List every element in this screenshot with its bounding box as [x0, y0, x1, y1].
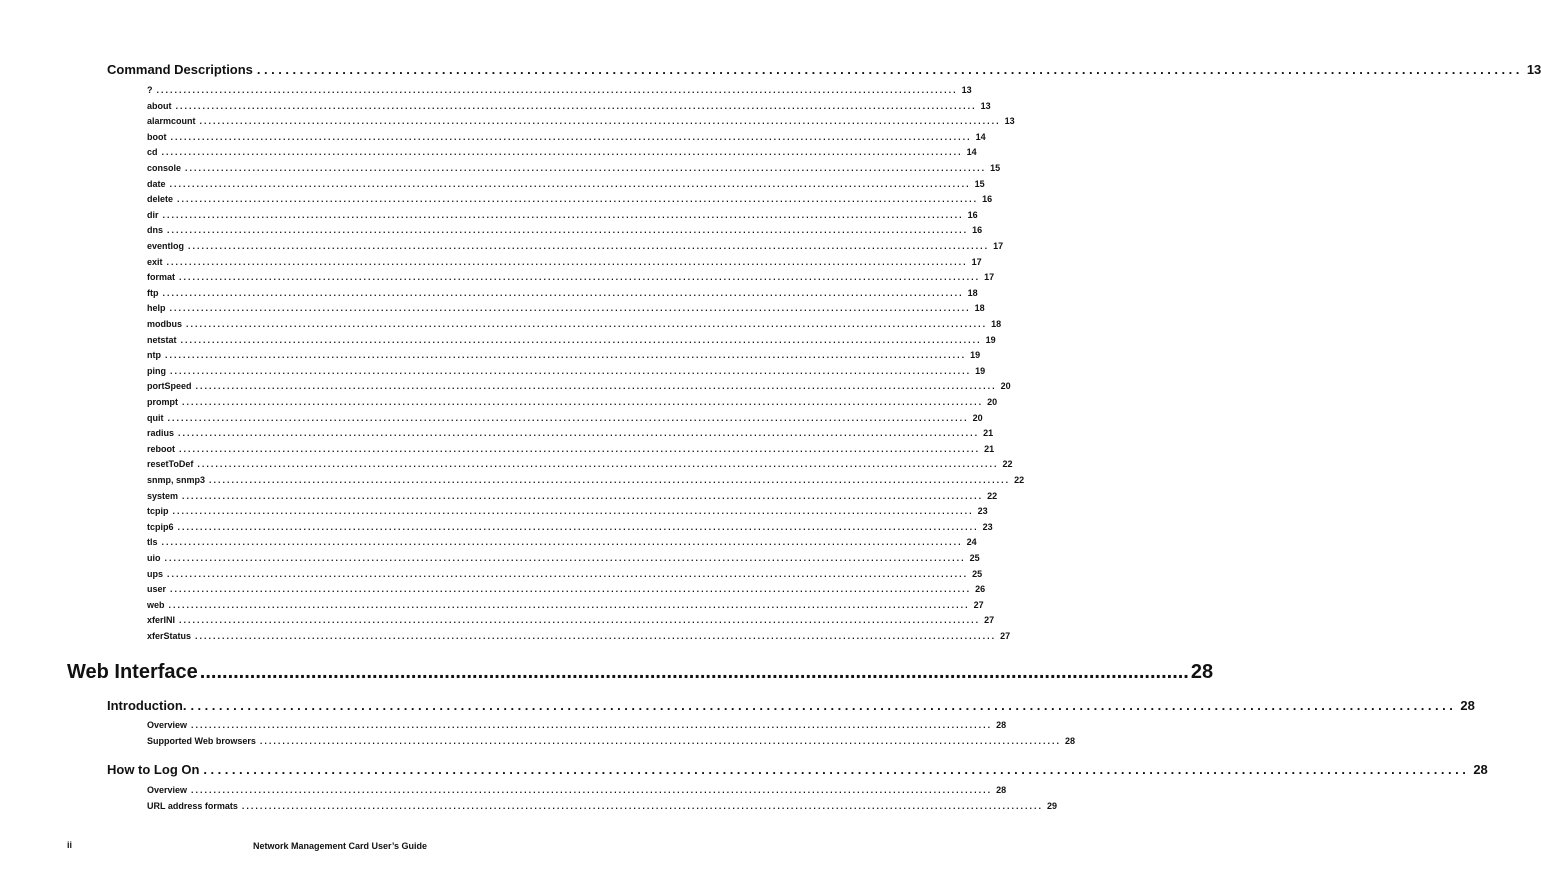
toc-leader: ..................................................................................................................................................................................	[167, 225, 969, 236]
toc-page-number: 25	[969, 553, 980, 563]
toc-entry-tls[interactable]	[147, 537, 977, 550]
toc-entry-radius[interactable]	[147, 428, 994, 441]
toc-leader: ..................................................................................................................................................................................	[179, 272, 981, 283]
toc-leader: ..................................................................................................................................................................................	[199, 661, 1189, 683]
toc-page-number: 17	[971, 256, 982, 267]
toc-entry-label: tcpip6	[147, 521, 174, 532]
toc-entry-system[interactable]	[147, 490, 998, 504]
toc-entry-supported-web-browsers[interactable]	[147, 736, 1075, 749]
toc-entry-dir[interactable]	[147, 209, 978, 223]
toc-entry-label: netstat	[147, 334, 177, 345]
toc-entry-about[interactable]	[147, 100, 991, 114]
toc-entry-label: modbus	[147, 319, 182, 329]
toc-leader: ..................................................................................................................................................................................	[186, 319, 988, 329]
toc-entry-label: URL address formats	[147, 801, 238, 811]
toc-page-number: 15	[990, 163, 1001, 173]
toc-leader: ..................................................................................................................................................................................	[177, 194, 979, 205]
toc-page-number: 13	[961, 85, 972, 95]
toc-leader: ..................................................................................................................................................................................	[197, 459, 999, 470]
toc-entry-user[interactable]	[147, 584, 986, 597]
toc-page-number: 22	[1002, 459, 1013, 470]
toc-page-number: 18	[991, 319, 1002, 329]
toc-leader: ..................................................................................................................................................................................	[199, 116, 1001, 127]
toc-leader: ..................................................................................................................................................................................	[167, 412, 969, 423]
toc-leader: ..................................................................................................................................................................................	[259, 736, 1061, 746]
toc-entry-label: dir	[147, 209, 159, 220]
toc-leader: ..................................................................................................................................................................................	[161, 147, 963, 158]
toc-leader: ..................................................................................................................................................................................	[175, 100, 977, 111]
toc-entry-dns[interactable]	[147, 225, 983, 238]
toc-entry-label: ping	[147, 365, 166, 376]
toc-page-number: 20	[1000, 381, 1011, 392]
toc-page-number: 19	[975, 365, 986, 376]
toc-leader: ..................................................................................................................................................................................	[182, 490, 984, 501]
toc-entry-ups[interactable]	[147, 568, 983, 582]
toc-entry-label: exit	[147, 256, 163, 267]
toc-page-number: 16	[982, 194, 993, 205]
toc-entry-quit[interactable]	[147, 412, 983, 426]
toc-entry-xferini[interactable]	[147, 615, 995, 628]
toc-page-number: 14	[975, 131, 986, 142]
toc-entry-resettodef[interactable]	[147, 459, 1013, 472]
toc-entry-label: portSpeed	[147, 381, 192, 392]
toc-page-number: 18	[974, 303, 985, 314]
toc-leader: ..................................................................................................................................................................................	[177, 521, 979, 532]
toc-entry-label: cd	[147, 147, 158, 158]
toc-entry-label: tcpip	[147, 506, 169, 517]
toc-page-number: 29	[1046, 801, 1057, 811]
footer-document-title: Network Management Card User’s Guide	[252, 841, 428, 851]
toc-entry-label: delete	[147, 194, 174, 205]
toc-entry-label: Overview	[147, 785, 188, 795]
toc-leader: ..................................................................................................................................................................................	[191, 720, 993, 730]
toc-entry-label: reboot	[147, 443, 175, 454]
toc-leader: ..................................................................................................................................................................................	[161, 537, 963, 548]
toc-page-number: 22	[1014, 475, 1025, 485]
toc-entry-date[interactable]	[147, 178, 985, 192]
toc-page-number: 14	[966, 147, 977, 158]
toc-leader: ..................................................................................................................................................................................	[256, 62, 1523, 77]
toc-entry-prompt[interactable]	[147, 397, 998, 410]
toc-leader: ..................................................................................................................................................................................	[188, 241, 990, 251]
toc-leader: ..................................................................................................................................................................................	[179, 615, 981, 626]
toc-leader: ..................................................................................................................................................................................	[170, 584, 972, 595]
toc-page-number: 13	[1004, 116, 1015, 127]
toc-leader: ..................................................................................................................................................................................	[195, 381, 997, 392]
toc-entry-exit[interactable]	[147, 256, 982, 270]
toc-section-command-descriptions[interactable]	[107, 62, 1541, 77]
toc-leader: ..................................................................................................................................................................................	[191, 785, 993, 795]
toc-page-number: 21	[983, 428, 994, 439]
toc-entry-help[interactable]	[147, 303, 985, 316]
toc-page-number: 24	[966, 537, 977, 548]
toc-page-number: 26	[975, 584, 986, 595]
toc-section-label: How to Log On	[107, 762, 200, 777]
toc-leader: ..................................................................................................................................................................................	[172, 506, 974, 517]
toc-leader: ..................................................................................................................................................................................	[179, 443, 981, 454]
toc-entry-web[interactable]	[147, 599, 984, 613]
toc-entry-label: quit	[147, 412, 164, 423]
toc-entry-format[interactable]	[147, 272, 995, 285]
toc-entry-tcpip[interactable]	[147, 506, 988, 519]
toc-leader: ..................................................................................................................................................................................	[168, 599, 970, 610]
toc-entry-label: Overview	[147, 720, 188, 730]
toc-page-number: 28	[996, 785, 1007, 795]
toc-section-label: Command Descriptions	[107, 62, 253, 77]
toc-entry-ntp[interactable]	[147, 350, 981, 363]
toc-leader: ..................................................................................................................................................................................	[165, 350, 967, 361]
toc-entry-uio[interactable]	[147, 553, 980, 566]
toc-page-number: 16	[972, 225, 983, 236]
toc-entry-label: radius	[147, 428, 175, 439]
toc-page-number: 27	[1000, 631, 1011, 641]
toc-entry-label: ntp	[147, 350, 161, 361]
toc-entry-modbus[interactable]	[147, 319, 1002, 332]
toc-entry-label: snmp, snmp3	[147, 475, 206, 485]
toc-page-number: 23	[982, 521, 993, 532]
toc-page-number: 28	[1460, 698, 1475, 713]
toc-entry-console[interactable]	[147, 163, 1001, 176]
toc-page-number: 18	[967, 287, 978, 298]
footer-page-number: ii	[67, 840, 73, 850]
toc-entry-label: Supported Web browsers	[147, 736, 256, 746]
toc-page-number: 15	[974, 178, 985, 189]
toc-entry-question[interactable]	[147, 85, 972, 98]
toc-entry-label: help	[147, 303, 166, 314]
toc-entry-label: ups	[147, 568, 164, 579]
toc-entry-portspeed[interactable]	[147, 381, 1011, 394]
toc-entry-delete[interactable]	[147, 194, 993, 207]
toc-leader: ..................................................................................................................................................................................	[195, 631, 997, 641]
toc-page-number: 19	[985, 334, 996, 345]
toc-entry-label: user	[147, 584, 167, 595]
toc-entry-snmp[interactable]	[147, 475, 1025, 488]
toc-entry-alarmcount[interactable]	[147, 116, 1015, 129]
toc-entry-reboot[interactable]	[147, 443, 995, 457]
toc-leader: ..................................................................................................................................................................................	[170, 365, 972, 376]
toc-page-number: 17	[993, 241, 1004, 251]
toc-entry-tcpip6[interactable]	[147, 521, 993, 535]
toc-leader: ..................................................................................................................................................................................	[180, 334, 982, 345]
toc-page-number: 17	[984, 272, 995, 283]
toc-entry-url-address-formats[interactable]	[147, 801, 1057, 814]
toc-entry-overview[interactable]	[147, 785, 1007, 798]
toc-page-number: 13	[980, 100, 991, 111]
toc-entry-label: prompt	[147, 397, 178, 407]
toc-leader: ..................................................................................................................................................................................	[169, 303, 971, 314]
toc-entry-label: system	[147, 490, 179, 501]
toc-page-number: 28	[1064, 736, 1075, 746]
toc-entry-label: console	[147, 163, 182, 173]
toc-leader: ..................................................................................................................................................................................	[166, 256, 968, 267]
toc-leader: ..................................................................................................................................................................................	[241, 801, 1043, 811]
toc-entry-label: alarmcount	[147, 116, 196, 127]
toc-entry-label: resetToDef	[147, 459, 194, 470]
toc-entry-label: xferStatus	[147, 631, 192, 641]
toc-page-number: 27	[973, 599, 984, 610]
toc-page-number: 13	[1526, 62, 1541, 77]
toc-leader: ..................................................................................................................................................................................	[178, 428, 980, 439]
toc-entry-label: xferINI	[147, 615, 176, 626]
toc-page-number: 25	[972, 568, 983, 579]
toc-leader: ..................................................................................................................................................................................	[190, 698, 1457, 713]
toc-leader: ..................................................................................................................................................................................	[182, 397, 984, 407]
toc-leader: ..................................................................................................................................................................................	[203, 762, 1470, 777]
toc-entry-label: ftp	[147, 287, 159, 298]
toc-entry-xferstatus[interactable]	[147, 631, 1011, 644]
toc-entry-label: dns	[147, 225, 164, 236]
toc-entry-ftp[interactable]	[147, 287, 978, 301]
toc-page-number: 28	[1190, 661, 1214, 683]
toc-section-label: Introduction.	[107, 698, 187, 713]
toc-leader: ..................................................................................................................................................................................	[185, 163, 987, 173]
toc-page-number: 20	[972, 412, 983, 423]
toc-leader: ..................................................................................................................................................................................	[162, 209, 964, 220]
toc-page-number: 28	[996, 720, 1007, 730]
toc-entry-netstat[interactable]	[147, 334, 996, 348]
toc-leader: ..................................................................................................................................................................................	[169, 178, 971, 189]
toc-leader: ..................................................................................................................................................................................	[164, 553, 966, 563]
toc-entry-label: tls	[147, 537, 158, 548]
toc-entry-label: eventlog	[147, 241, 185, 251]
toc-page-number: 27	[984, 615, 995, 626]
toc-entry-label: about	[147, 100, 172, 111]
toc-chapter-web-interface[interactable]	[67, 661, 1214, 684]
toc-leader: ..................................................................................................................................................................................	[162, 287, 964, 298]
toc-section-introduction[interactable]	[107, 698, 1475, 713]
toc-leader: ..................................................................................................................................................................................	[170, 131, 972, 142]
toc-entry-label: boot	[147, 131, 167, 142]
toc-entry-label: format	[147, 272, 176, 283]
toc-leader: ..................................................................................................................................................................................	[167, 568, 969, 579]
toc-entry-eventlog[interactable]	[147, 241, 1004, 254]
toc-entry-overview[interactable]	[147, 720, 1007, 733]
toc-entry-label: web	[147, 599, 165, 610]
toc-section-how-to-log-on[interactable]	[107, 762, 1488, 777]
toc-entry-label: ?	[147, 85, 153, 95]
toc-leader: ..................................................................................................................................................................................	[156, 85, 958, 95]
toc-entry-label: uio	[147, 553, 161, 563]
toc-page-number: 16	[967, 209, 978, 220]
toc-page-number: 23	[977, 506, 988, 517]
toc-entry-boot[interactable]	[147, 131, 986, 145]
toc-page-number: 19	[970, 350, 981, 361]
toc-page-number: 22	[987, 490, 998, 501]
toc-entry-cd[interactable]	[147, 147, 977, 160]
toc-page-number: 20	[987, 397, 998, 407]
toc-page-number: 21	[984, 443, 995, 454]
toc-page-number: 28	[1473, 762, 1488, 777]
toc-chapter-label: Web Interface	[67, 661, 198, 683]
toc-entry-ping[interactable]	[147, 365, 986, 379]
toc-entry-label: date	[147, 178, 166, 189]
toc-leader: ..................................................................................................................................................................................	[209, 475, 1011, 485]
